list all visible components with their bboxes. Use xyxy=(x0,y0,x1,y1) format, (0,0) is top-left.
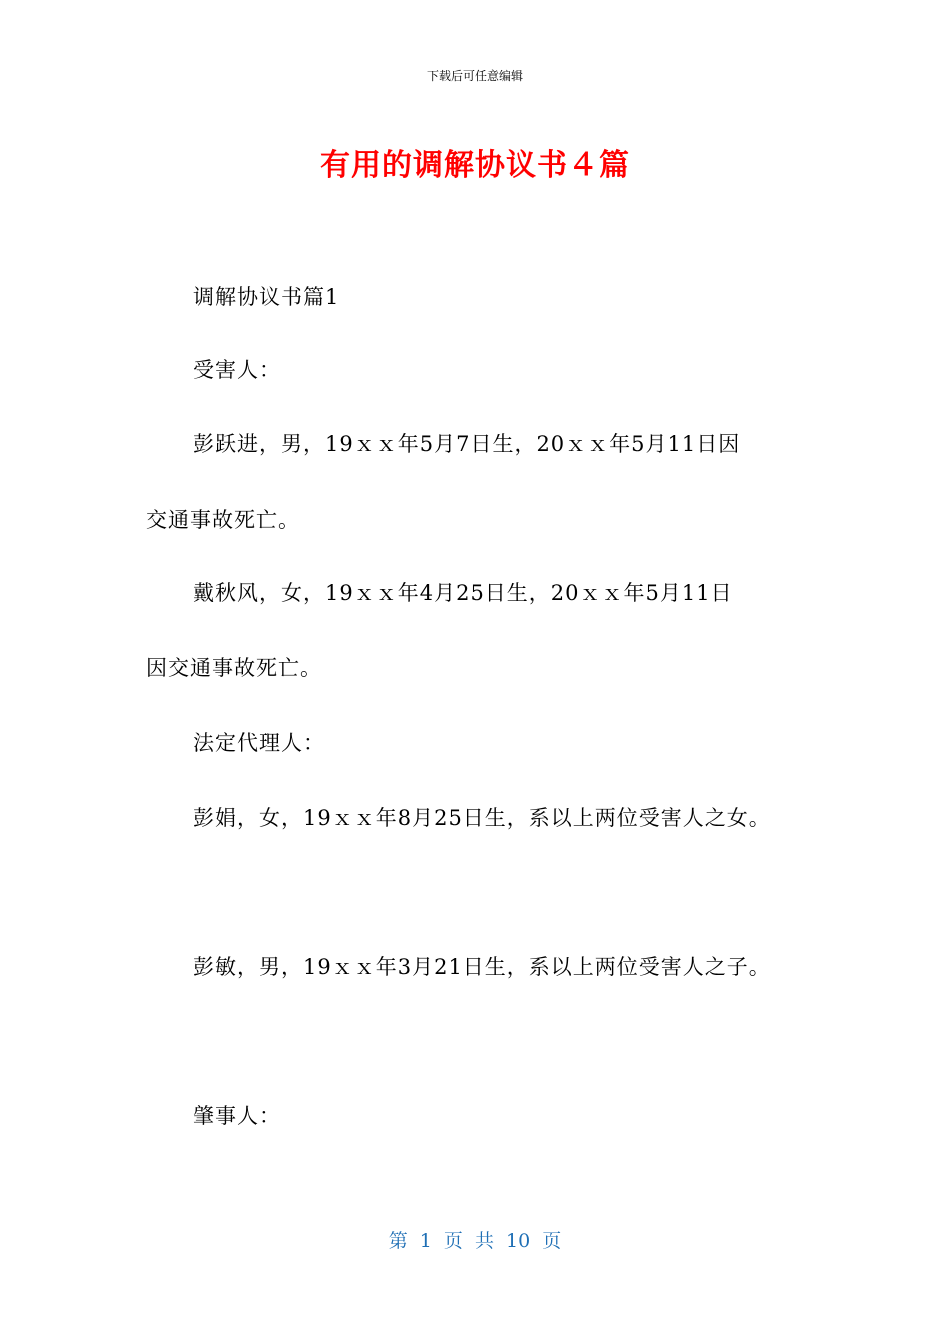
document-title: 有用的调解协议书４篇 xyxy=(320,148,630,183)
paragraph-line: 交通事故死亡。 xyxy=(146,508,300,532)
paragraph-line: 戴秋风，女，19ｘｘ年4月25日生，20ｘｘ年5月11日 xyxy=(193,581,733,605)
paragraph-line: 因交通事故死亡。 xyxy=(146,656,322,680)
paragraph-line: 法定代理人： xyxy=(193,731,325,755)
header-note: 下载后可任意编辑 xyxy=(426,69,523,83)
section-heading: 调解协议书篇1 xyxy=(193,285,340,309)
paragraph-line: 彭敏，男，19ｘｘ年3月21日生，系以上两位受害人之子。 xyxy=(193,955,771,979)
paragraph-line: 彭跃进，男，19ｘｘ年5月7日生，20ｘｘ年5月11日因 xyxy=(193,432,741,456)
page-footer: 第 1 页 共 10 页 xyxy=(388,1230,562,1252)
paragraph-line: 肇事人： xyxy=(193,1104,281,1128)
paragraph-line: 受害人： xyxy=(193,358,281,382)
paragraph-line: 彭娟，女，19ｘｘ年8月25日生，系以上两位受害人之女。 xyxy=(193,806,771,830)
